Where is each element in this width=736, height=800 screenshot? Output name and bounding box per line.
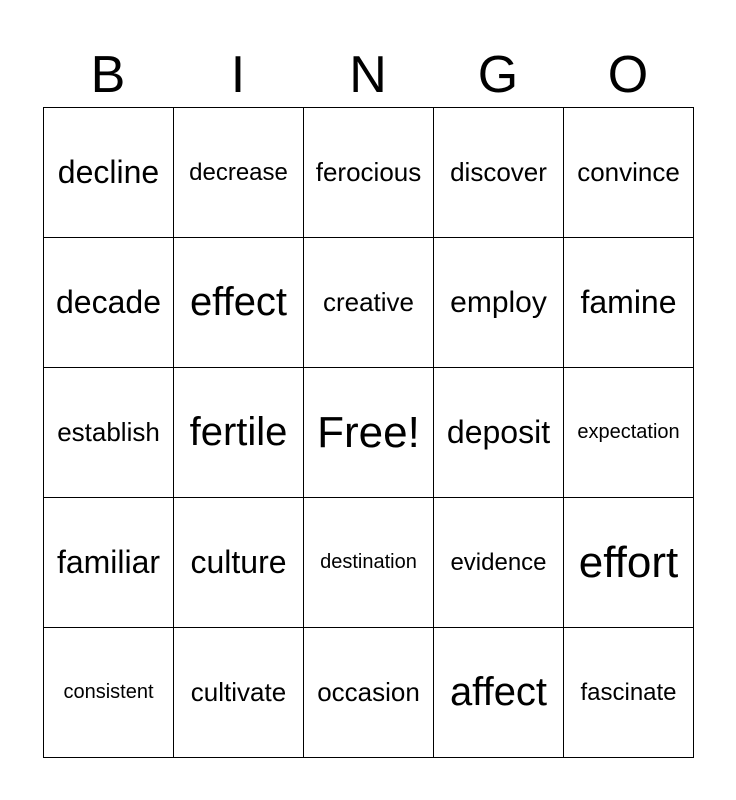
bingo-cell[interactable]: familiar: [44, 498, 174, 628]
bingo-cell[interactable]: ferocious: [304, 108, 434, 238]
bingo-cell[interactable]: occasion: [304, 628, 434, 758]
bingo-cell[interactable]: evidence: [434, 498, 564, 628]
bingo-cell[interactable]: convince: [564, 108, 694, 238]
header-letter-b: B: [90, 46, 126, 104]
bingo-cell[interactable]: establish: [44, 368, 174, 498]
bingo-cell[interactable]: consistent: [44, 628, 174, 758]
bingo-cell[interactable]: discover: [434, 108, 564, 238]
bingo-cell[interactable]: famine: [564, 238, 694, 368]
header-letter-o: O: [607, 46, 649, 104]
bingo-cell[interactable]: culture: [174, 498, 304, 628]
bingo-cell[interactable]: affect: [434, 628, 564, 758]
header-letter-i: I: [230, 46, 246, 104]
bingo-cell[interactable]: fascinate: [564, 628, 694, 758]
bingo-cell[interactable]: effort: [564, 498, 694, 628]
bingo-cell[interactable]: expectation: [564, 368, 694, 498]
header-letter-g: G: [477, 46, 519, 104]
bingo-cell[interactable]: fertile: [174, 368, 304, 498]
bingo-cell[interactable]: decrease: [174, 108, 304, 238]
bingo-cell[interactable]: decade: [44, 238, 174, 368]
bingo-cell[interactable]: decline: [44, 108, 174, 238]
bingo-board: [43, 107, 694, 758]
bingo-cell[interactable]: cultivate: [174, 628, 304, 758]
bingo-cell[interactable]: destination: [304, 498, 434, 628]
free-space[interactable]: Free!: [304, 368, 434, 498]
bingo-cell[interactable]: deposit: [434, 368, 564, 498]
bingo-cell[interactable]: creative: [304, 238, 434, 368]
bingo-cell[interactable]: effect: [174, 238, 304, 368]
header-letter-n: N: [349, 46, 387, 104]
bingo-cell[interactable]: employ: [434, 238, 564, 368]
bingo-header: [43, 44, 693, 106]
